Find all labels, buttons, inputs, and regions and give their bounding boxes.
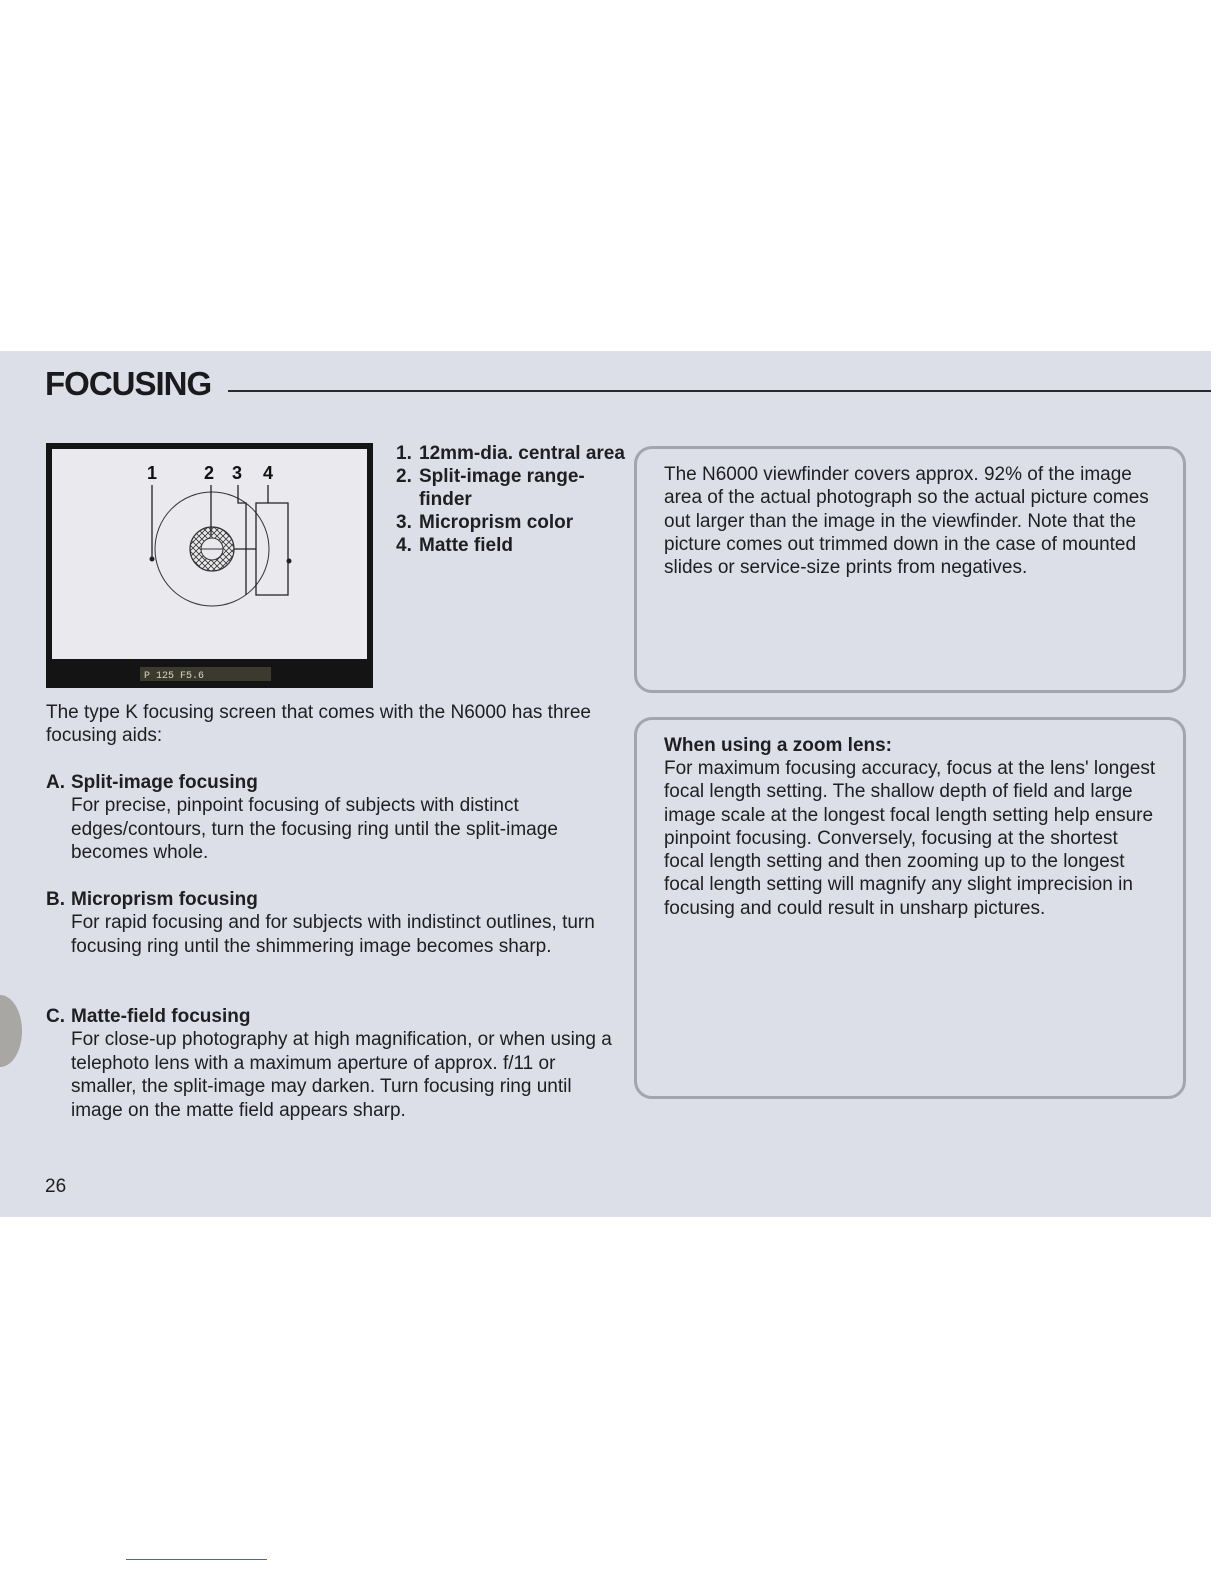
aid-heading [46,771,616,794]
intro-paragraph: The type K focusing screen that comes with the N6000 has three focusing aids: [46,702,591,746]
viewfinder-diagram [46,443,373,688]
aid-heading [46,888,616,911]
page-edge-tab [0,995,22,1067]
legend-text: Microprism color [419,512,574,533]
legend-item [396,511,626,534]
aid-title: Microprism focusing [71,889,258,910]
aid-letter: A. [46,772,65,793]
note-body: The N6000 viewfinder covers approx. 92% of the image area of the actual photograph so the actual picture comes out larger than the image in the viewfinder. Note that the picture comes out trimmed down in the case of mounted slides or service-size prints from negatives. [664,464,1149,579]
legend-text: Split-image range-finder [419,466,585,510]
legend-number: 2. [396,466,412,487]
legend-item [396,534,626,557]
title-rule [228,390,1211,392]
callout-dot-1 [150,557,155,562]
legend-item [396,442,626,465]
legend-number: 1. [396,443,412,464]
note-body: For maximum focusing accuracy, focus at the lens' longest focal length setting. The shallow depth of field and large image scale at the longest focal length setting help ensure pinpoint focusing. Conversely, focusing at the shortest focal length setting and then zooming up to the longest focal length setting will magnify any slight imprecision in focusing and could result in unsharp pictures. [664,758,1156,919]
focusing-aid-split-image [46,771,616,865]
callout-label-2: 2 [203,463,215,483]
callout-label-1: 1 [146,463,158,483]
legend-text: 12mm-dia. central area [419,443,625,464]
lcd-readout: P 125 F5.6 [144,671,205,682]
callout-label-4: 4 [262,463,274,483]
note-heading: When using a zoom lens: [664,735,893,756]
aid-title: Matte-field focusing [71,1006,251,1027]
legend-number: 4. [396,535,412,556]
legend-item [396,465,626,511]
aid-body: For precise, pinpoint focusing of subjects with distinct edges/contours, turn the focusing ring until the split-image becomes whole. [71,795,558,863]
manual-page [0,351,1211,1217]
page-title: FOCUSING [45,365,212,402]
zoom-lens-note [634,717,1186,1099]
aid-letter: B. [46,889,65,910]
callout-dot-4 [287,559,292,564]
aid-body: For close-up photography at high magnification, or when using a telephoto lens with a maximum aperture of approx. f/11 or smaller, the split-image may darken. Turn focusing ring until image on the matte field appears sharp. [71,1029,612,1121]
legend-text: Matte field [419,535,513,556]
page-number: 26 [45,1176,67,1197]
aid-body: For rapid focusing and for subjects with indistinct outlines, turn focusing ring until the shimmering image becomes sharp. [71,912,595,957]
aid-heading [46,1005,616,1028]
focusing-aid-matte-field [46,1005,616,1122]
callout-label-3: 3 [231,463,243,483]
aid-title: Split-image focusing [71,772,258,793]
viewfinder-illustration [46,443,373,688]
focusing-aid-microprism [46,888,616,958]
legend-number: 3. [396,512,412,533]
viewfinder-coverage-note [634,446,1186,693]
aid-letter: C. [46,1006,65,1027]
footer-rule [126,1559,267,1560]
diagram-legend [396,442,626,557]
